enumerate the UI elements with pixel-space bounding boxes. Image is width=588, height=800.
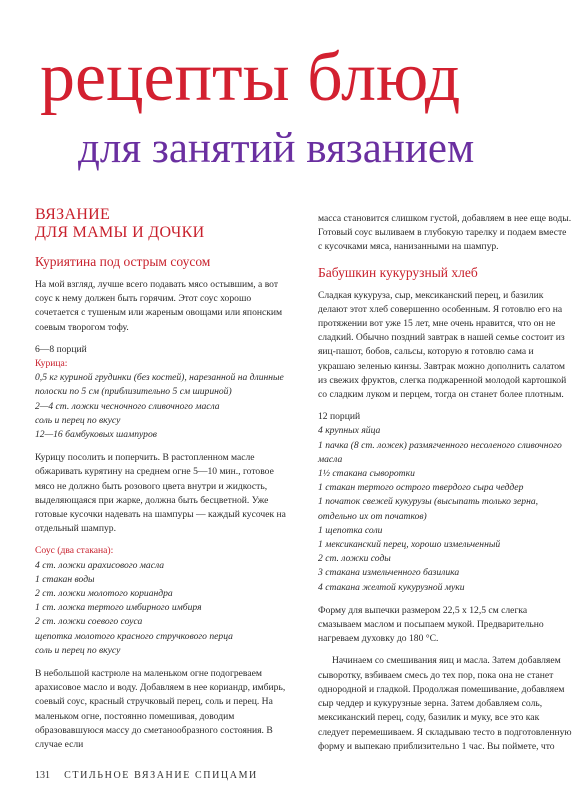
ingredient-item: 1 стакан воды — [35, 573, 95, 585]
section-title-line-1: ВЯЗАНИЕ — [35, 206, 111, 223]
servings: 6—8 порций — [35, 343, 87, 355]
ingredient-group-label: Соус (два стакана): — [35, 545, 114, 557]
page-footer — [35, 770, 258, 781]
ingredient-item: 1 початок свежей кукурузы (высыпать только зерна, отдельно их от початков) — [318, 496, 539, 522]
recipe-title-chicken: Куриятина под острым соусом — [35, 254, 211, 269]
ingredient-item: 1 стакан тертого острого твердого сыра чеддер — [318, 482, 524, 494]
method-paragraph: Начинаем со смешивания яиц и масла. Затем добавляем сыворотку, взбиваем смесь до тех пор, пока она не станет однородной и гладкой. Продолжая помешивание, добавляем сыр чеддер и кукурузные зерна. Затем добавляем соль, мексиканский перец, соду, базилик и муку, все это как следует перемешиваем. Я складываю тесто в подготовленную форму и выпекаю приблизительно 1 час. Вы поймете, что — [318, 655, 572, 752]
ingredient-list — [35, 559, 293, 658]
ingredient-item: соль и перец по вкусу — [35, 644, 121, 656]
right-column — [318, 212, 572, 762]
left-column — [35, 206, 293, 760]
ingredient-item: 1 мексиканский перец, хорошо измельченный — [318, 539, 501, 551]
method-paragraph: Курицу посолить и поперчить. В растопленном масле обжаривать курятину на среднем огне 5—10 мин., готовое мясо не должно быть розового цвета внутри и жидкость, выделяющаяся при жарке, должна быть бесцветной. Уже готовые кусочки надевать на шампуры — каждый кусочек на отдельный шампур. — [35, 452, 286, 535]
page-subtitle: для занятий вязанием — [78, 125, 475, 172]
method-paragraph: масса становится слишком густой, добавляем в нее еще воды. Готовый соус выливаем в глубокую тарелку и подаем вместе с кусочками мяса, нанизанными на шампур. — [318, 213, 572, 253]
ingredient-item: 2 ст. ложки молотого кориандра — [35, 588, 173, 600]
ingredient-item: 1½ стакана сыворотки — [318, 468, 415, 480]
recipe-intro: Сладкая кукуруза, сыр, мексиканский перец, и базилик делают этот хлеб совершенно особенным. Я готовлю его на протяжении вот уже 15 лет, мне очень нравится, что он не сладкий. Обычно поздний завтрак в нашей семье состоит из яиц-пашот, бобов, сальсы, которую я готовлю сама и украшаю зеленью кинзы. Завтрак можно дополнить салатом из свежих фруктов, слегка поджаренной молодой картошкой со сладким луком и перцем, тогда он станет более плотным. — [318, 289, 567, 401]
ingredient-item: щепотка молотого красного стручкового перца — [35, 630, 233, 642]
method-paragraph: Форму для выпечки размером 22,5 х 12,5 см слегка смазываем маслом и посыпаем мукой. Предварительно нагреваем духовку до 180 °С. — [318, 604, 544, 645]
ingredient-item: 1 ст. ложка тертого имбирного имбиря — [35, 602, 202, 614]
ingredient-list — [35, 371, 293, 442]
ingredient-item: 1 щепотка соли — [318, 524, 383, 536]
ingredient-item: 4 ст. ложки арахисового масла — [35, 559, 165, 571]
ingredient-item: 2—4 ст. ложки чесночного сливочного масла — [35, 400, 220, 412]
method-paragraph: В небольшой кастрюле на маленьком огне подогреваем арахисовое масло и воду. Добавляем в нее кориандр, имбирь, соевый соус, красный стручковый перец, соль и перец. На маленьком огне, постоянно помешивая, доводим образовавшуюся массу до сметанообразного состояния. В случае если — [35, 668, 286, 751]
ingredient-item: 0,5 кг куриной грудинки (без костей), нарезанной на длинные полоски по 5 см (приблизительно 5 см шириной) — [35, 372, 284, 398]
ingredient-item: 4 крупных яйца — [318, 425, 381, 437]
ingredient-item: 3 стакана измельченного базилика — [318, 567, 460, 579]
ingredient-item: 2 ст. ложки соевого соуса — [35, 616, 143, 628]
book-title: СТИЛЬНОЕ ВЯЗАНИЕ СПИЦАМИ — [64, 770, 258, 781]
recipe-title-cornbread: Бабушкин кукурузный хлеб — [318, 264, 478, 280]
ingredient-item: 2 ст. ложки соды — [318, 553, 391, 565]
ingredient-item: 4 стакана желтой кукурузной муки — [318, 581, 465, 593]
ingredient-item: 1 пачка (8 ст. ложек) размягченного несоленого сливочного масла — [318, 439, 562, 465]
servings: 12 порций — [318, 411, 361, 423]
page-number: 131 — [35, 770, 50, 781]
ingredient-item: соль и перец по вкусу — [35, 414, 121, 426]
ingredient-list — [318, 424, 572, 594]
section-title — [35, 206, 293, 242]
ingredient-item: 12—16 бамбуковых шампуров — [35, 429, 157, 441]
recipe-intro: На мой взгляд, лучше всего подавать мясо остывшим, а вот соус к нему должен быть горячим. Этот соус хорошо сочетается с тушеным или жареным овощами или японским соевым творогом тофу. — [35, 279, 283, 333]
ingredient-group-label: Курица: — [35, 358, 68, 370]
section-title-line-2: ДЛЯ МАМЫ И ДОЧКИ — [35, 224, 205, 241]
page-title: рецепты блюд — [40, 39, 461, 116]
